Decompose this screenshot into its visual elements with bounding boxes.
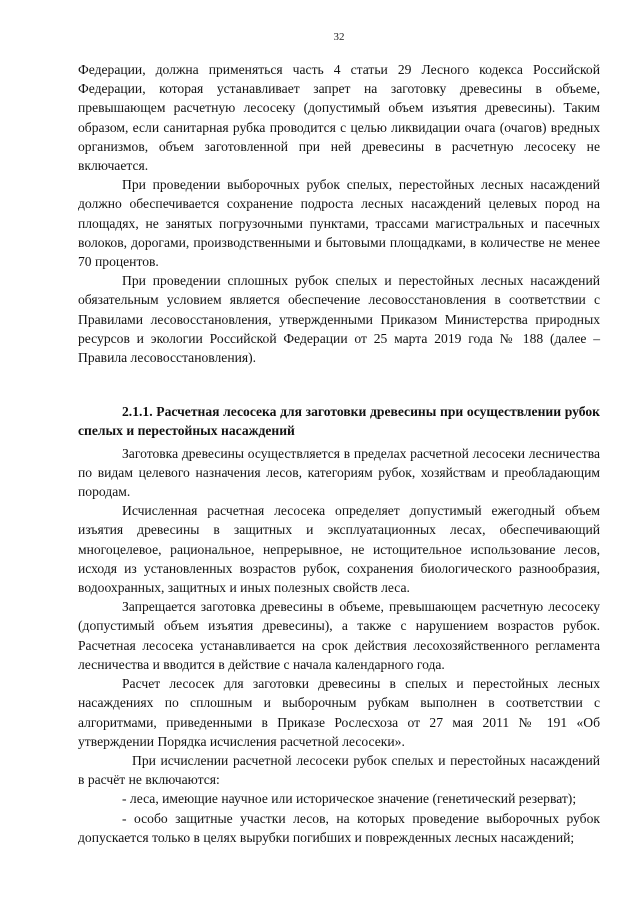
- paragraph: При исчислении расчетной лесосеки рубок спелых и перестойных насаждений в расчёт не включаются:: [78, 752, 600, 788]
- paragraph: При проведении сплошных рубок спелых и перестойных лесных насаждений обязательным условием является обеспечение лесовосстановления в соответствии с Правилами лесовосстановления, утвержденными Приказом Министерства природных ресурсов и экологии Российской Федерации от 25 марта 2019 года № 188 (далее – Правила лесовосстановления).: [78, 273, 600, 366]
- list-item: - леса, имеющие научное или историческое значение (генетический резерват);: [122, 791, 577, 807]
- section-heading: 2.1.1. Расчетная лесосека для заготовки древесины при осуществлении рубок спелых и перестойных насаждений: [78, 404, 600, 439]
- list-item: - особо защитные участки лесов, на которых проведение выборочных рубок допускается только в целях вырубки погибших и поврежденных лесных насаждений;: [78, 810, 600, 845]
- paragraph: Заготовка древесины осуществляется в пределах расчетной лесосеки лесничества по видам целевого назначения лесов, категориям рубок, хозяйствам и преобладающим породам.: [78, 445, 600, 500]
- paragraph: Расчет лесосек для заготовки древесины в спелых и перестойных лесных насаждениях по сплошным и выборочным рубкам выполнен в соответствии с алгоритмами, приведенными в Приказе Рослесхоза от 27 мая 2011 № 191 «Об утверждении Порядка исчисления расчетной лесосеки».: [78, 676, 600, 749]
- paragraph: При проведении выборочных рубок спелых, перестойных лесных насаждений должно обеспечивается сохранение подроста лесных насаждений целевых пород на площадях, не занятых погрузочными пунктами, трассами магистральных и пасечных волоков, дорогами, производственными и бытовыми площадками, в количестве не менее 70 процентов.: [78, 177, 600, 270]
- paragraph: Федерации, должна применяться часть 4 статьи 29 Лесного кодекса Российской Федерации, которая устанавливает запрет на заготовку древесины в объеме, превышающем расчетную лесосеку (допустимый объем изъятия древесины). Таким образом, если санитарная рубка проводится с целью ликвидации очага (очагов) вредных организмов, объем заготовленной при ней древесины в расчетную лесосеку не включается.: [78, 62, 600, 174]
- page-number: 32: [333, 31, 345, 43]
- paragraph: Исчисленная расчетная лесосека определяет допустимый ежегодный объем изъятия древесины в защитных и эксплуатационных лесах, обеспечивающий многоцелевое, рациональное, непрерывное, не истощительное использование лесов, исходя из установленных возрастов рубок, сохранения биологического разнообразия, водоохранных, защитных и иных полезных свойств леса.: [78, 503, 600, 596]
- spacer: [78, 367, 600, 402]
- paragraph: Запрещается заготовка древесины в объеме, превышающем расчетную лесосеку (допустимый объем изъятия древесины), а также с нарушением возрастов рубок. Расчетная лесосека устанавливается на срок действия лесохозяйственного регламента лесничества и вводится в действие с начала календарного года.: [78, 599, 600, 672]
